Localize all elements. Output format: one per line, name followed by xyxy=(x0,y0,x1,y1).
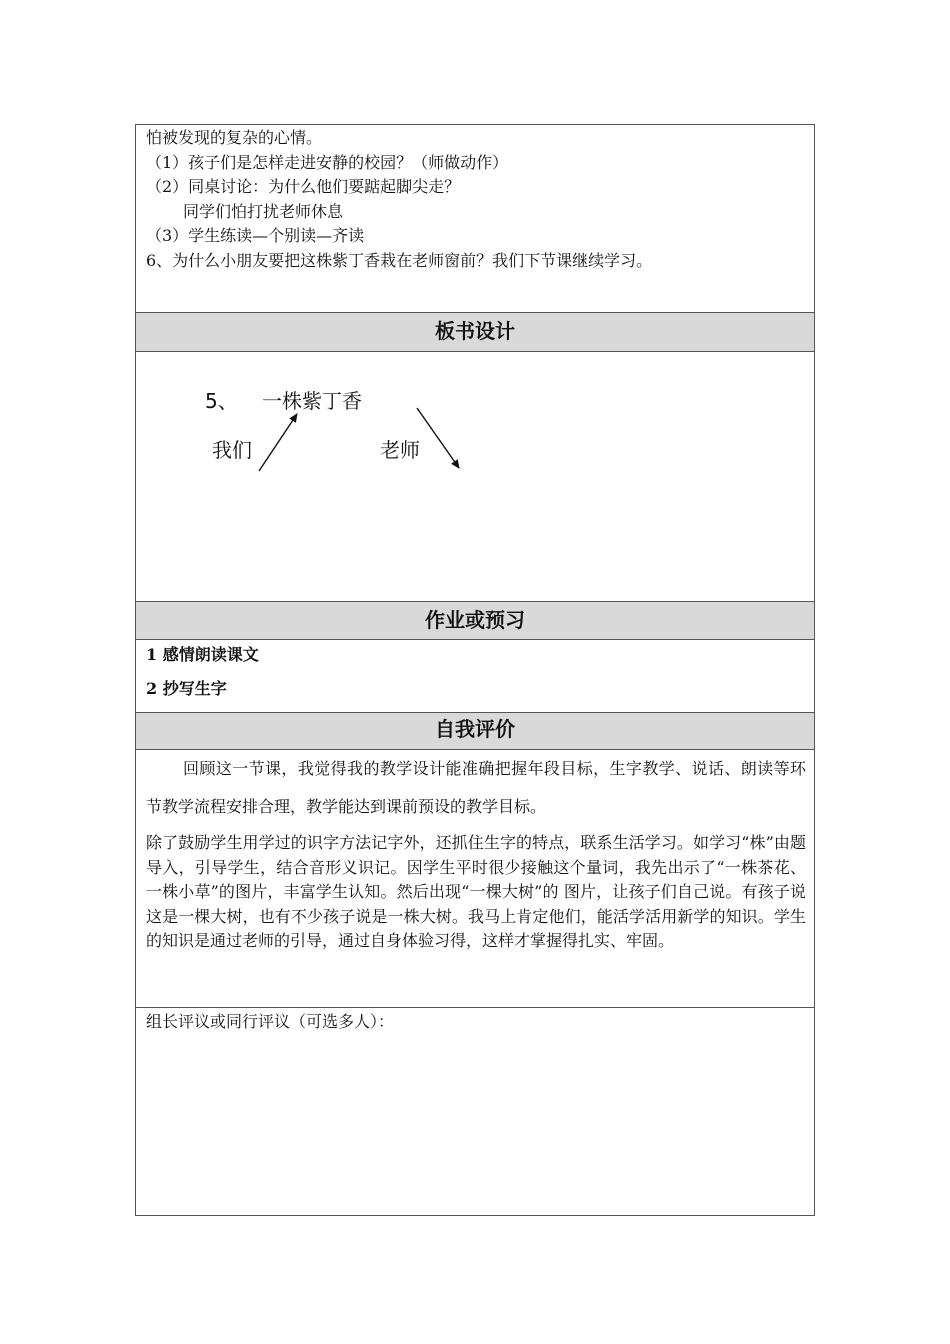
lesson-plan-table xyxy=(135,124,815,1216)
homework-item: 1 感情朗读课文 xyxy=(146,645,259,664)
peer-review-label: 组长评议或同行评议（可选多人）： xyxy=(146,1012,395,1031)
self-evaluation-paragraph: 除了鼓励学生用学过的识字方法记字外，还抓住生字的特点，联系生活学习。如学习“株”由题导入，引导学生，结合音形义识记。因学生平时很少接触这个量词，我先出示了“一株茶花、一株小草”的图片，丰富学生认知。然后出现“一棵大树”的 图片，让孩子们自己说。有孩子说这是一棵大树，也有不少孩子说是一株大树。我马上肯定他们，能活学活用新学的知识。学生的知识是通过老师的引导，通过自身体验习得，这样才掌握得扎实、牢固。 xyxy=(146,833,806,950)
board-design-section xyxy=(136,351,814,601)
self-evaluation-paragraph: 回顾这一节课，我觉得我的教学设计能准确把握年段目标，生字教学、说话、朗读等环节教学流程安排合理，教学能达到课前预设的教学目标。 xyxy=(146,759,806,816)
arrow-down-right-icon xyxy=(417,408,459,468)
lesson-step-line: （1）孩子们是怎样走进安静的校园？（师做动作） xyxy=(146,152,509,172)
board-title: 一株紫丁香 xyxy=(262,389,362,413)
board-design-header: 板书设计 xyxy=(136,312,814,351)
board-arrows xyxy=(136,352,814,600)
homework-section xyxy=(136,639,814,713)
lesson-steps-section xyxy=(136,125,814,312)
homework-item: 2 抄写生字 xyxy=(146,679,227,698)
lesson-step-line: 怕被发现的复杂的心情。 xyxy=(146,128,323,147)
board-word-left: 我们 xyxy=(212,438,252,462)
self-evaluation-header: 自我评价 xyxy=(136,712,814,749)
homework-header: 作业或预习 xyxy=(136,601,814,639)
lesson-step-line: （3）学生练读—个别读—齐读 xyxy=(146,226,365,245)
arrow-up-right-icon xyxy=(259,414,297,471)
self-evaluation-section xyxy=(136,749,814,1007)
board-number: 5、 xyxy=(205,389,238,413)
board-design-drawing xyxy=(136,352,814,600)
peer-review-section xyxy=(136,1007,814,1215)
lesson-step-line: 同学们怕打扰老师休息 xyxy=(183,201,344,221)
board-word-right: 老师 xyxy=(380,438,420,462)
lesson-step-line: 6、为什么小朋友要把这株紫丁香栽在老师窗前？我们下节课继续学习。 xyxy=(146,250,653,270)
lesson-step-line: （2）同桌讨论：为什么他们要踮起脚尖走？ xyxy=(146,177,461,196)
